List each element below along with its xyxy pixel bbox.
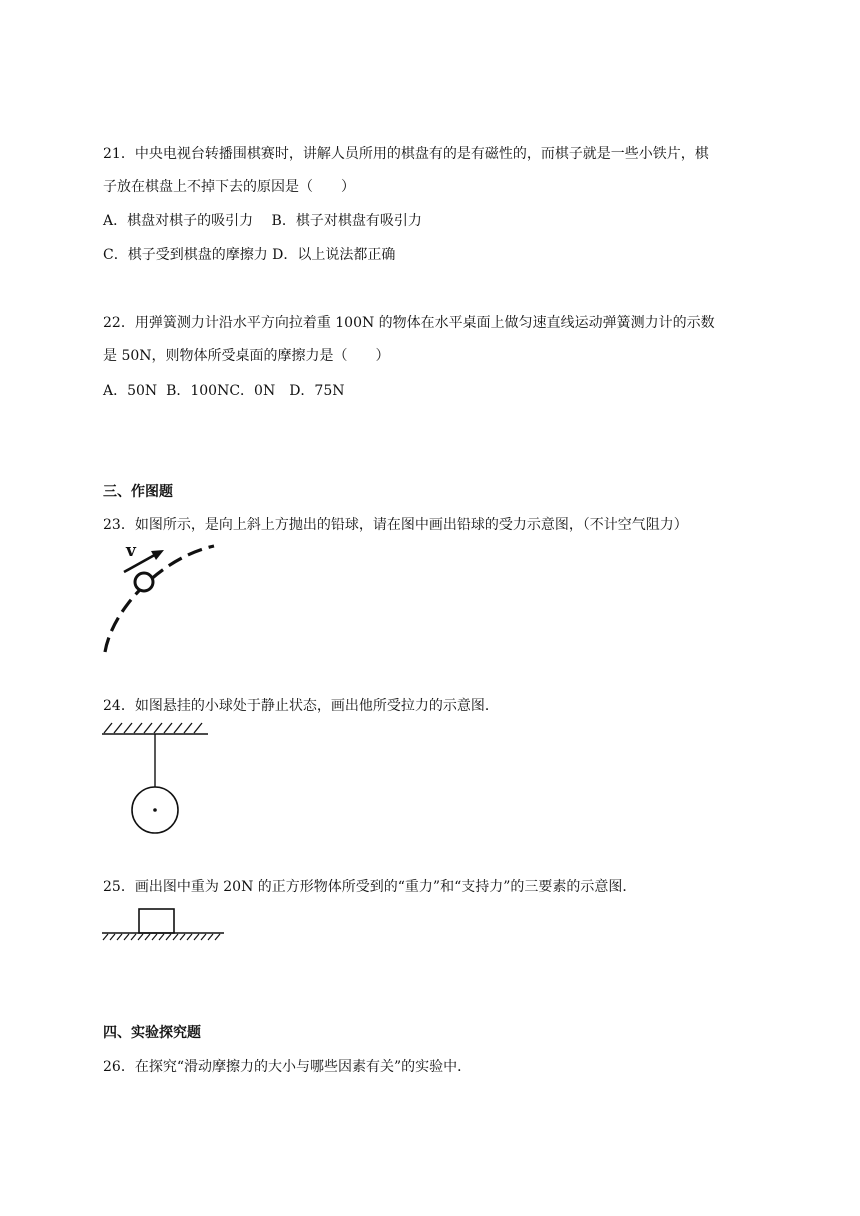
q23-text: 23．如图所示，是向上斜上方抛出的铅球，请在图中画出铅球的受力示意图，（不计空气阻力） xyxy=(103,517,688,533)
q23-shot-put-figure xyxy=(100,540,220,655)
q25-block-on-ground-figure xyxy=(100,905,226,945)
section3-title: 三、作图题 xyxy=(103,484,173,500)
q24-text: 24．如图悬挂的小球处于静止状态，画出他所受拉力的示意图． xyxy=(103,698,499,714)
section4-title: 四、实验探究题 xyxy=(103,1025,201,1041)
q26-text: 26．在探究“滑动摩擦力的大小与哪些因素有关”的实验中． xyxy=(103,1059,472,1075)
q24-hanging-ball-figure xyxy=(100,718,212,838)
ceiling-hatching xyxy=(104,723,202,733)
ground-hatching xyxy=(103,934,220,940)
trajectory-dashed-curve xyxy=(105,546,214,652)
q21-stem-line1: 21．中央电视台转播围棋赛时，讲解人员所用的棋盘有的是有磁性的，而棋子就是一些小铁片，棋 xyxy=(103,146,709,162)
q21-stem-line2: 子放在棋盘上不掉下去的原因是（ ） xyxy=(103,179,355,195)
square-block xyxy=(139,909,174,933)
velocity-label: v xyxy=(126,541,136,561)
q25-text: 25．画出图中重为 20N 的正方形物体所受到的“重力”和“支持力”的三要素的示意图． xyxy=(103,879,637,895)
shot-put-ball xyxy=(135,573,153,591)
q21-options-ab: A．棋盘对棋子的吸引力 B．棋子对棋盘有吸引力 xyxy=(103,213,422,229)
q22-stem-line2: 是 50N，则物体所受桌面的摩擦力是（ ） xyxy=(103,348,390,364)
q22-stem-line1: 22．用弹簧测力计沿水平方向拉着重 100N 的物体在水平桌面上做匀速直线运动弹簧测力计的示数 xyxy=(103,315,715,331)
q21-options-cd: C．棋子受到棋盘的摩擦力 D．以上说法都正确 xyxy=(103,247,396,263)
q22-options: A．50N B．100NC．0N D．75N xyxy=(103,383,345,399)
ball-center-dot xyxy=(153,808,157,812)
